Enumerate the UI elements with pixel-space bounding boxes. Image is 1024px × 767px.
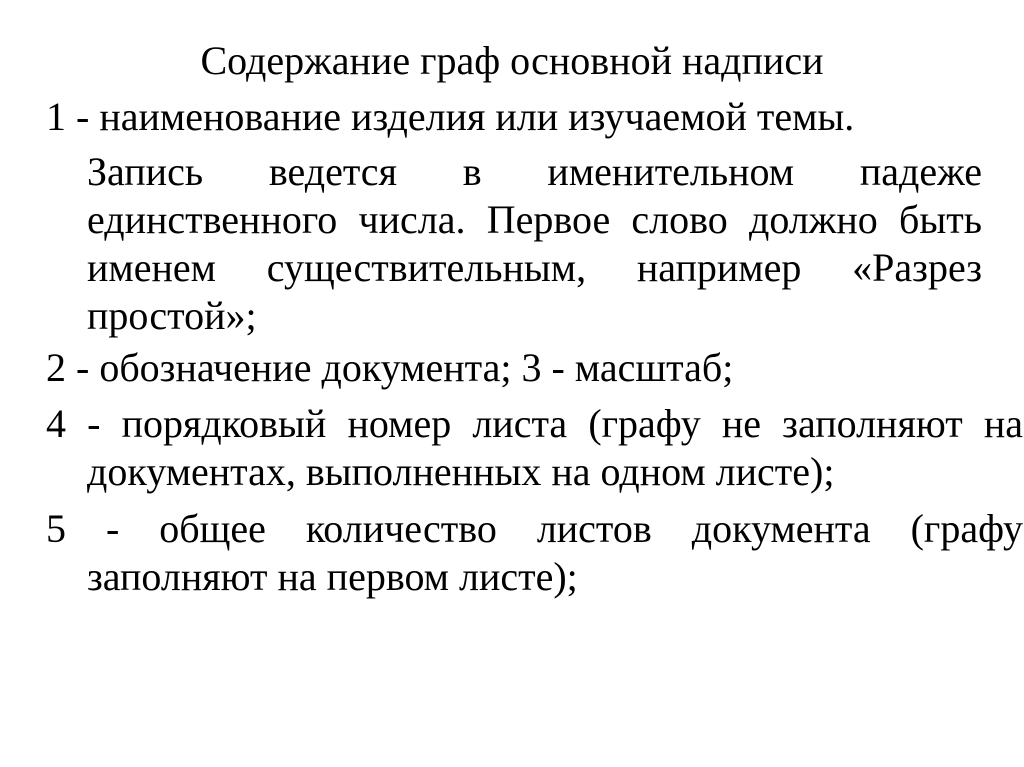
list-item-1-note: Запись ведется в именительном падеже единственного числа. Первое слово должно быть именем существительным, например «Разрез простой»; — [87, 149, 982, 338]
list-item-4: 4 - порядковый номер листа (графу не заполняют на документах, выполненных на одном листе); — [46, 401, 1023, 494]
slide-title: Содержание граф основной надписи — [200, 38, 824, 83]
list-item-1: 1 - наименование изделия или изучаемой темы. — [46, 94, 855, 139]
list-item-5: 5 - общее количество листов документа (графу заполняют на первом листе); — [46, 506, 1023, 599]
list-item-2-3: 2 - обозначение документа; 3 - масштаб; — [46, 345, 734, 390]
